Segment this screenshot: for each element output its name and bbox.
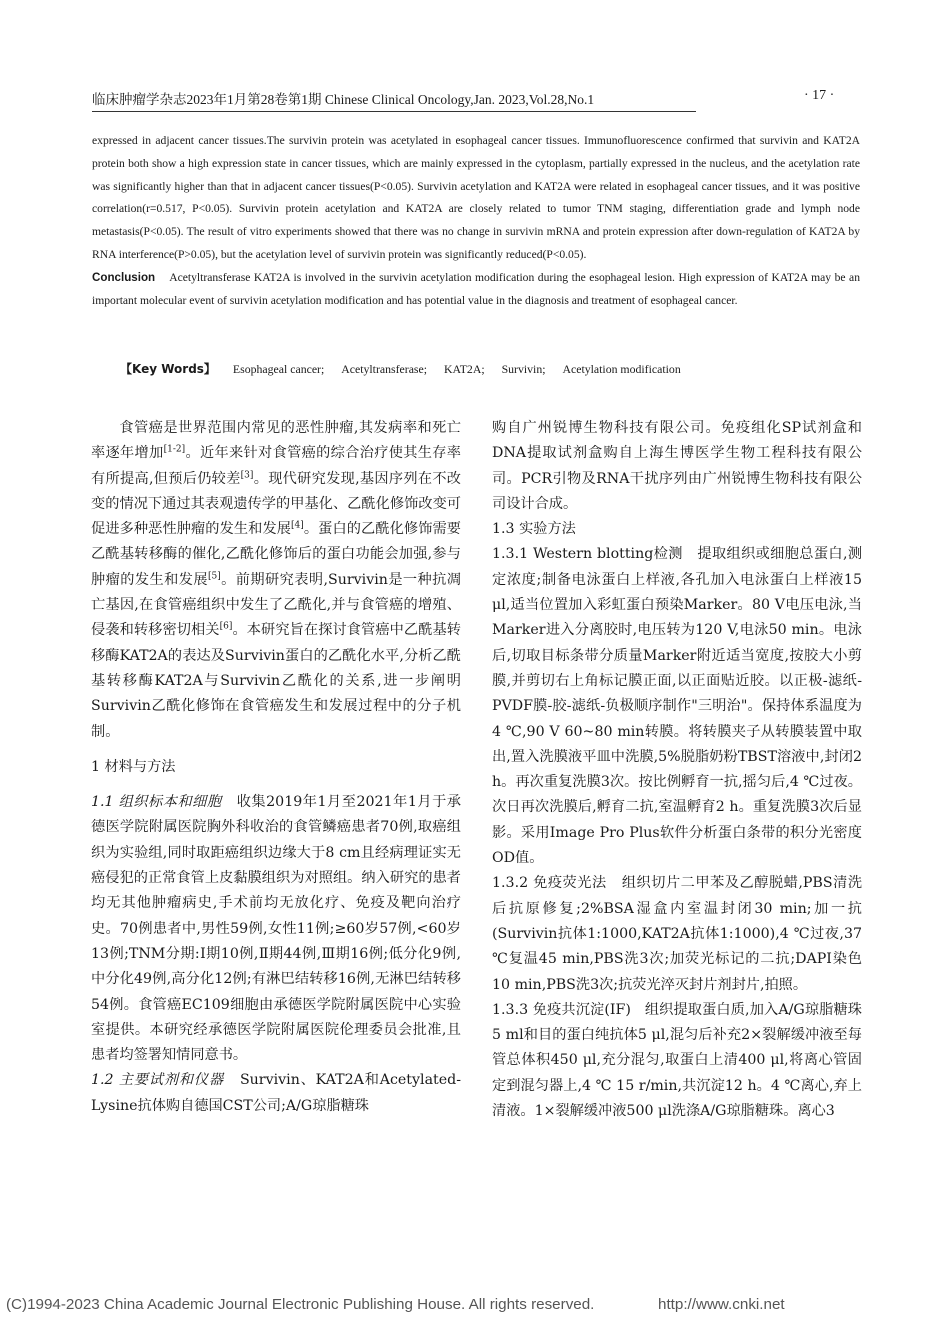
subsection-1-2: [91, 1068, 461, 1119]
keyword-item: Esophageal cancer;: [232, 362, 325, 376]
page-number: · 17 ·: [804, 88, 835, 103]
publisher-url[interactable]: http://www.cnki.net: [658, 1296, 785, 1313]
keywords-label: 【Key Words】: [120, 362, 216, 376]
subsection-title: 1.3.3 免疫共沉淀(IF): [492, 1001, 631, 1018]
subsection-1-2-continued: 购自广州锐博生物科技有限公司。免疫组化SP试剂盒和DNA提取试剂盒购自上海生博医学生物工程科技有限公司。PCR引物及RNA干扰序列由广州锐博生物科技有限公司设计合成。: [492, 420, 862, 512]
keyword-item: Acetyltransferase;: [341, 362, 428, 376]
citation: [5]: [207, 571, 221, 582]
introduction-paragraph: [91, 416, 461, 745]
intro-text: 。近年来针对食管癌的综合治疗使其生存率有所提高,但预后仍较差: [91, 445, 461, 487]
citation: [4]: [291, 520, 304, 531]
subsection-title: 1.1 组织标本和细胞: [91, 794, 222, 811]
subsection-title: 1.2 主要试剂和仪器: [91, 1072, 224, 1089]
citation: [6]: [219, 621, 233, 632]
running-header: 临床肿瘤学杂志2023年1月第28卷第1期 Chinese Clinical Oncology,Jan. 2023,Vol.28,No.1: [92, 88, 696, 112]
left-column: [91, 416, 461, 1119]
subsection-1-3-2: [492, 871, 862, 997]
subsection-title: 1.3.1 Western blotting检测: [492, 546, 683, 563]
subsection-text: Survivin、KAT2A和Acetylated-Lysine抗体购自德国CST公司;A/G琼脂糖珠: [91, 1072, 461, 1114]
keyword-item: Acetylation modification: [562, 362, 681, 376]
abstract-conclusion: [92, 267, 860, 313]
intro-text: 。前期研究表明,Survivin是一种抗凋亡基因,在食管癌组织中发生了乙酰化,并与食管癌的增殖、侵袭和转移密切相关: [91, 571, 461, 639]
section-heading: 1 材料与方法: [91, 758, 176, 775]
citation: [3]: [240, 469, 254, 480]
subsection-1-3-3: [492, 998, 862, 1124]
subsection-1-1: [91, 790, 461, 1068]
subsection-text: 组织提取蛋白质,加入A/G琼脂糖珠5 ml和目的蛋白纯抗体5 μl,混匀后补充2×裂解缓冲液至每管总体积450 μl,充分混匀,取蛋白上清400 μl,将离心管固定到混匀器上,4 ℃ 15 r/min,共沉淀12 h。4 ℃离心,弃上清液。1×裂解缓冲液500 μl洗涤A/G琼脂糖珠。离心3: [492, 1001, 862, 1120]
conclusion-text: Acetyltransferase KAT2A is involved in the survivin acetylation modification during the esophageal lesion. High expression of KAT2A may be an important molecular event of survivin acetylation modification and has potential value in the diagnosis and treatment of esophageal cancer.: [92, 270, 860, 307]
right-column: [492, 416, 862, 1124]
subsection-heading: 1.3 实验方法: [492, 521, 576, 538]
keywords: [120, 360, 860, 377]
intro-text: 。蛋白的乙酰化修饰需要乙酰基转移酶的催化,乙酰化修饰后的蛋白功能会加强,参与肿瘤的发生和发展: [91, 521, 461, 588]
abstract-results: expressed in adjacent cancer tissues.The survivin protein was acetylated in esophageal cancer tissues. Immunofluorescence confirmed that survivin and KAT2A protein both show a high expression state in cancer tissues, which are mainly expressed in the cytoplasm, partially expressed in the nucleus, and the acetylation rate was significantly higher than that in adjacent cancer tissues(P<0.05). Survivin acetylation and KAT2A were related in esophageal cancer tissues, and it was positive correlation(r=0.517, P<0.05). Survivin protein acetylation and KAT2A are closely related to tumor TNM staging, differentiation grade and lymph node metastasis(P<0.05). The result of vitro experiments showed that there was no change in survivin mRNA and protein expression after down-regulation of KAT2A by RNA interference(P>0.05), but the acetylation level of survivin protein was significantly reduced(P<0.05).: [92, 134, 860, 261]
subsection-1-3-1: [492, 542, 862, 871]
copyright-notice: (C)1994-2023 China Academic Journal Electronic Publishing House. All rights reserved.: [6, 1296, 595, 1313]
subsection-text: 组织切片二甲苯及乙醇脱蜡,PBS清洗后抗原修复;2%BSA湿盒内室温封闭30 min;加一抗(Survivin抗体1:1000,KAT2A抗体1:1000),4 ℃过夜,37 ℃复温45 min,PBS洗3次;加荧光标记的二抗;DAPI染色10 min,PBS洗3次;抗荧光淬灭封片剂封片,拍照。: [492, 875, 863, 993]
keyword-item: KAT2A;: [443, 362, 485, 376]
subsection-text: 收集2019年1月至2021年1月于承德医学院附属医院胸外科收治的食管鳞癌患者70例,取癌组织为实验组,同时取距癌组织边缘大于8 cm且经病理证实无癌侵犯的正常食管上皮黏膜组织为对照组。纳入研究的患者均无其他肿瘤病史,手术前均无放化疗、免疫及靶向治疗史。70例患者中,男性59例,女性11例;≥60岁57例,<60岁13例;TNM分期:Ⅰ期10例,Ⅱ期44例,Ⅲ期16例;低分化9例,中分化49例,高分化12例;有淋巴结转移16例,无淋巴结转移54例。食管癌EC109细胞由承德医学院附属医院中心实验室提供。本研究经承德医学院附属医院伦理委员会批准,且患者均签署知情同意书。: [91, 794, 461, 1064]
intro-text: 。本研究旨在探讨食管癌中乙酰基转移酶KAT2A的表达及Survivin蛋白的乙酰化水平,分析乙酰基转移酶KAT2A与Survivin乙酰化的关系,进一步阐明Survivin乙酰化修饰在食管癌发生和发展过程中的分子机制。: [91, 622, 461, 740]
english-abstract: [92, 130, 860, 312]
subsection-text: 提取组织或细胞总蛋白,测定浓度;制备电泳蛋白上样液,各孔加入电泳蛋白上样液15 μl,适当位置加入彩虹蛋白预染Marker。80 V电压电泳,当Marker进入分离胶时,电压转为120 V,电泳50 min。电泳后,切取目标条带分质量Marker附近适当宽度,按胶大小剪膜,并剪切右上角标记膜正面,以正面贴近胶。以正极-滤纸-PVDF膜-胶-滤纸-负极顺序制作"三明治"。保持体系温度为4 ℃,90 V 60~80 min转膜。将转膜夹子从转膜装置中取出,置入洗膜液平皿中洗膜,5%脱脂奶粉TBST溶液中,封闭2 h。再次重复洗膜3次。按比例孵育一抗,摇匀后,4 ℃过夜。次日再次洗膜后,孵育二抗,室温孵育2 h。重复洗膜3次后显影。采用Image Pro Plus软件分析蛋白条带的积分光密度OD值。: [492, 546, 863, 867]
citation: [1-2]: [163, 444, 186, 455]
intro-text: 。现代研究发现,基因序列在不改变的情况下通过其表观遗传学的甲基化、乙酰化修饰改变可促进多种恶性肿瘤的发生和发展: [91, 470, 461, 538]
keyword-item: Survivin;: [501, 362, 546, 376]
subsection-title: 1.3.2 免疫荧光法: [492, 875, 607, 892]
footer: [6, 1296, 946, 1313]
conclusion-label: Conclusion: [92, 270, 156, 284]
intro-text: 食管癌是世界范围内常见的恶性肿瘤,其发病率和死亡率逐年增加: [91, 420, 461, 462]
